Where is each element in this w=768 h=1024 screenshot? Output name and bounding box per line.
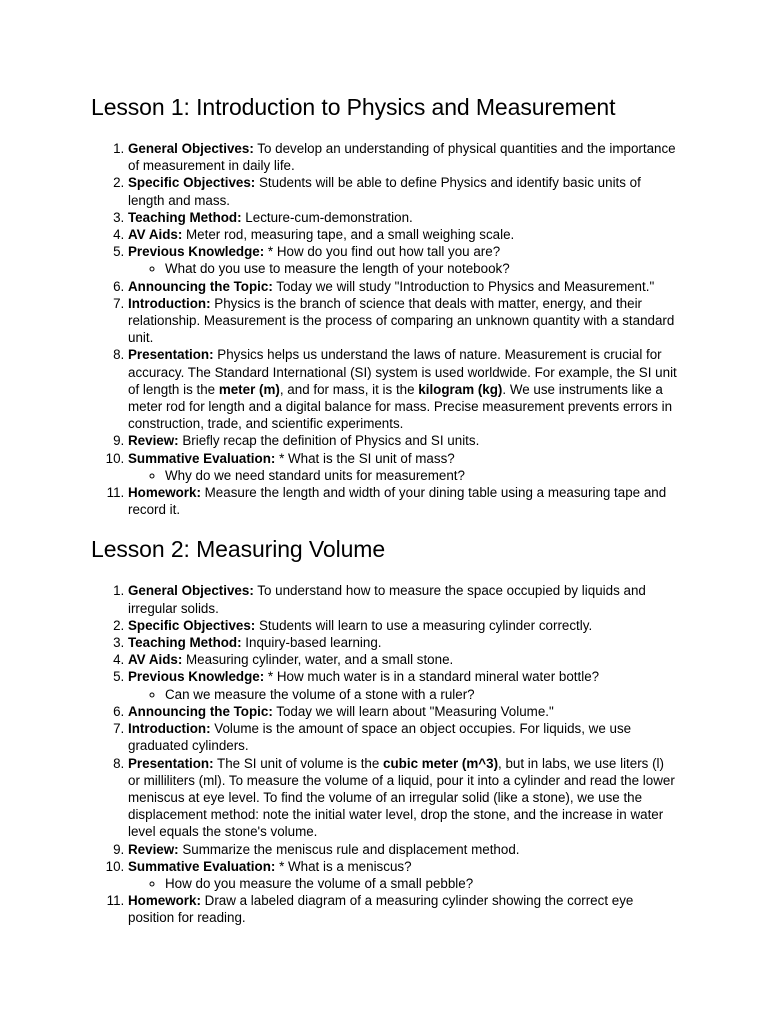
list-item: [128, 432, 678, 449]
item-label: Previous Knowledge:: [128, 244, 265, 260]
item-label: Previous Knowledge:: [128, 669, 265, 685]
list-item: [128, 484, 678, 518]
item-text: Students will learn to use a measuring cylinder correctly.: [255, 617, 593, 633]
item-text: Today we will learn about "Measuring Volume.": [272, 703, 554, 719]
list-item: [128, 841, 678, 858]
item-text: Meter rod, measuring tape, and a small weighing scale.: [182, 227, 515, 243]
list-item: [128, 295, 678, 347]
list-item: [128, 617, 678, 634]
list-item: [128, 703, 678, 720]
item-text: The SI unit of volume is the: [213, 755, 384, 771]
item-label: Review:: [128, 841, 179, 857]
bold-term: cubic meter (m^3): [383, 755, 499, 771]
item-text: To understand how to measure the space occupied by liquids and irregular solids.: [128, 583, 646, 616]
bold-term: meter (m): [218, 381, 280, 397]
item-text: Inquiry-based learning.: [241, 635, 382, 651]
item-label: AV Aids:: [128, 652, 183, 668]
sub-list: [128, 467, 678, 484]
item-text: * What is the SI unit of mass?: [275, 450, 455, 466]
item-label: Summative Evaluation:: [128, 858, 276, 874]
list-item: [128, 858, 678, 892]
sub-list: [128, 260, 678, 277]
item-text: Physics helps us understand the laws of nature. Measurement is crucial for accuracy. The Standard International (SI) system is used worldwide. For example, the SI unit of length is the: [128, 347, 677, 397]
item-text: Measure the length and width of your dining table using a measuring tape and record it.: [128, 485, 667, 518]
list-item: [128, 278, 678, 295]
list-item: [128, 140, 678, 174]
item-label: Introduction:: [128, 721, 211, 737]
list-item: [128, 755, 678, 841]
lesson-1-list: [91, 140, 678, 518]
lesson-2-title: Lesson 2: Measuring Volume: [91, 536, 386, 563]
item-label: Presentation:: [128, 347, 214, 363]
lesson-2-list: [91, 582, 678, 926]
bold-term: kilogram (kg): [418, 381, 503, 397]
item-label: Specific Objectives:: [128, 617, 256, 633]
list-item: [128, 892, 678, 926]
sub-list-item: ◦ Why do we need standard units for measurement?: [165, 467, 678, 484]
list-item: [128, 651, 678, 668]
item-label: Announcing the Topic:: [128, 278, 273, 294]
item-label: Specific Objectives:: [128, 175, 256, 191]
item-text: , but in labs, we use liters (l) or milliliters (ml). To measure the volume of a liquid, pour it into a cylinder and read the lower meniscus at eye level. To find the volume of an irregular solid (like a stone), we use the displacement method: note the initial water level, drop the stone, and the increase in water level equals the stone's volume.: [128, 755, 675, 840]
item-label: Review:: [128, 433, 179, 449]
item-label: Announcing the Topic:: [128, 703, 273, 719]
item-text: * What is a meniscus?: [275, 858, 412, 874]
list-item: [128, 346, 678, 432]
item-label: Teaching Method:: [128, 635, 242, 651]
lesson-1-section: [91, 92, 678, 518]
list-item: [128, 720, 678, 754]
item-label: Summative Evaluation:: [128, 450, 276, 466]
item-text: Summarize the meniscus rule and displacement method.: [178, 841, 520, 857]
sub-list-item: ◦ Can we measure the volume of a stone with a ruler?: [165, 686, 678, 703]
item-label: Homework:: [128, 485, 201, 501]
item-text: Measuring cylinder, water, and a small stone.: [182, 652, 454, 668]
list-item: [128, 174, 678, 208]
item-label: Teaching Method:: [128, 209, 242, 225]
list-item: [128, 668, 678, 702]
sub-list-item: ◦ What do you use to measure the length of your notebook?: [165, 260, 678, 277]
item-label: Introduction:: [128, 295, 211, 311]
item-text: Lecture-cum-demonstration.: [241, 209, 413, 225]
sub-list-item: ◦ How do you measure the volume of a small pebble?: [165, 875, 678, 892]
list-item: [128, 582, 678, 616]
lesson-2-section: [91, 534, 678, 926]
list-item: [128, 450, 678, 484]
item-label: Presentation:: [128, 755, 214, 771]
item-label: Homework:: [128, 893, 201, 909]
lesson-1-title: Lesson 1: Introduction to Physics and Measurement: [91, 94, 616, 120]
item-text: , and for mass, it is the: [279, 381, 419, 397]
item-text: * How much water is in a standard mineral water bottle?: [264, 669, 600, 685]
item-text: Volume is the amount of space an object occupies. For liquids, we use graduated cylinders.: [128, 721, 632, 754]
list-item: [128, 226, 678, 243]
list-item: [128, 209, 678, 226]
item-text: Draw a labeled diagram of a measuring cylinder showing the correct eye position for reading.: [128, 893, 634, 926]
sub-list: [128, 686, 678, 703]
item-label: General Objectives:: [128, 141, 254, 156]
sub-list: [128, 875, 678, 892]
item-text: Students will be able to define Physics and identify basic units of length and mass.: [128, 175, 641, 208]
item-text: To develop an understanding of physical quantities and the importance of measurement in daily life.: [128, 141, 676, 174]
item-text: * How do you find out how tall you are?: [264, 244, 501, 260]
list-item: [128, 634, 678, 651]
item-label: AV Aids:: [128, 227, 183, 243]
item-text: . We use instruments like a meter rod for length and a digital balance for mass. Precise measurement prevents errors in construction, trade, and scientific experiments.: [128, 381, 673, 432]
list-item: [128, 243, 678, 277]
item-text: Today we will study "Introduction to Physics and Measurement.": [272, 278, 655, 294]
item-text: Physics is the branch of science that deals with matter, energy, and their relationship. Measurement is the process of comparing an unknown quantity with a standard unit.: [128, 295, 675, 346]
item-text: Briefly recap the definition of Physics and SI units.: [178, 433, 480, 449]
item-label: General Objectives:: [128, 583, 254, 599]
